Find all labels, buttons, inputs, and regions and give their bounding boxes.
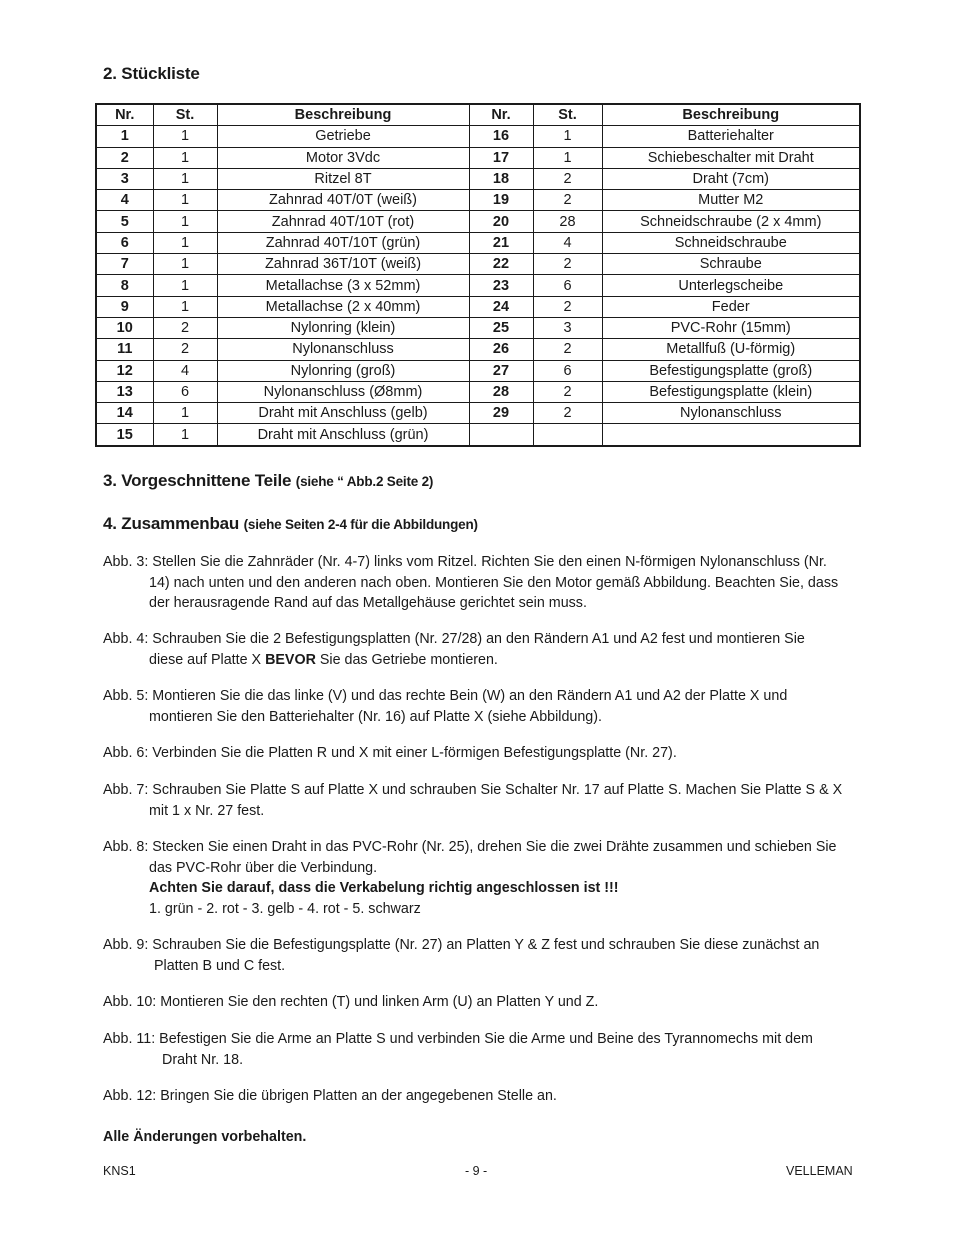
part-number: 2	[96, 147, 153, 168]
part-number: 13	[96, 381, 153, 402]
step-line: Abb. 8: Stecken Sie einen Draht in das PVC-Rohr (Nr. 25), drehen Sie die zwei Drähte zusammen und schieben Sie	[103, 839, 837, 855]
part-number: 16	[469, 126, 533, 147]
quantity: 1	[153, 403, 217, 424]
step-line: mit 1 x Nr. 27 fest.	[149, 802, 265, 819]
step-line: der herausragende Rand auf das Metallgehäuse gerichtet sein muss.	[149, 595, 587, 611]
quantity: 1	[153, 296, 217, 317]
step-line: Abb. 6: Verbinden Sie die Platten R und X mit einer L-förmigen Befestigungsplatte (Nr. 27).	[103, 745, 677, 761]
quantity: 1	[153, 168, 217, 189]
step-line: Draht Nr. 18.	[162, 1051, 244, 1068]
part-number: 25	[469, 317, 533, 338]
table-row	[96, 339, 860, 360]
description: Befestigungsplatte (klein)	[602, 381, 860, 402]
description: Schneidschraube (2 x 4mm)	[602, 211, 860, 232]
table-row	[96, 275, 860, 296]
description	[602, 424, 860, 446]
step-abb-7	[103, 780, 863, 821]
description: Getriebe	[217, 126, 469, 147]
quantity: 6	[153, 381, 217, 402]
table-row	[96, 317, 860, 338]
description: Ritzel 8T	[217, 168, 469, 189]
quantity: 1	[153, 211, 217, 232]
disclaimer-note: Alle Änderungen vorbehalten.	[103, 1129, 307, 1145]
description: Metallachse (2 x 40mm)	[217, 296, 469, 317]
section-4-reference: (siehe Seiten 2-4 für die Abbildungen)	[243, 517, 478, 532]
part-number: 10	[96, 317, 153, 338]
table-row	[96, 360, 860, 381]
section-2-title: 2. Stückliste	[103, 64, 200, 83]
section-3-heading: 3. Vorgeschnittene Teile	[103, 471, 292, 490]
quantity: 1	[153, 275, 217, 296]
description: Batteriehalter	[602, 126, 860, 147]
step-abb-5	[103, 686, 863, 727]
step-abb-10	[103, 992, 863, 1013]
footer-brand: VELLEMAN	[786, 1164, 853, 1178]
description: Motor 3Vdc	[217, 147, 469, 168]
table-row	[96, 232, 860, 253]
quantity: 4	[153, 360, 217, 381]
quantity: 1	[533, 126, 602, 147]
step-line: Abb. 4: Schrauben Sie die 2 Befestigungsplatten (Nr. 27/28) an den Rändern A1 und A2 fest und montieren Sie	[103, 631, 805, 647]
quantity: 2	[533, 403, 602, 424]
step-line: 14) nach unten und den anderen nach oben. Montieren Sie den Motor gemäß Abbildung. Beachten Sie, dass	[149, 574, 839, 591]
part-number: 9	[96, 296, 153, 317]
part-number: 28	[469, 381, 533, 402]
part-number: 19	[469, 190, 533, 211]
description: Schiebeschalter mit Draht	[602, 147, 860, 168]
table-row	[96, 296, 860, 317]
footer-page-number: - 9 -	[465, 1164, 488, 1178]
footer-model: KNS1	[103, 1164, 136, 1178]
step-line: montieren Sie den Batteriehalter (Nr. 16) auf Platte X (siehe Abbildung).	[149, 708, 602, 725]
description: Draht (7cm)	[602, 168, 860, 189]
part-number: 21	[469, 232, 533, 253]
description: Mutter M2	[602, 190, 860, 211]
part-number: 1	[96, 126, 153, 147]
part-number: 15	[96, 424, 153, 446]
table-row	[96, 168, 860, 189]
part-number: 20	[469, 211, 533, 232]
part-number: 27	[469, 360, 533, 381]
table-row	[96, 126, 860, 147]
description: Nylonanschluss	[217, 339, 469, 360]
quantity	[533, 424, 602, 446]
description: Feder	[602, 296, 860, 317]
part-number: 4	[96, 190, 153, 211]
wiring-order: 1. grün - 2. rot - 3. gelb - 4. rot - 5. schwarz	[149, 900, 421, 917]
description: Zahnrad 40T/0T (weiß)	[217, 190, 469, 211]
description: Zahnrad 36T/10T (weiß)	[217, 254, 469, 275]
step-abb-3	[103, 552, 863, 614]
step-line: Abb. 5: Montieren Sie die das linke (V) und das rechte Bein (W) an den Rändern A1 und A2 der Platte X und	[103, 688, 788, 704]
quantity: 6	[533, 360, 602, 381]
part-number: 26	[469, 339, 533, 360]
step-abb-11	[103, 1029, 863, 1070]
step-emphasis: BEVOR	[265, 651, 316, 668]
header-nr: Nr.	[469, 104, 533, 126]
part-number: 22	[469, 254, 533, 275]
quantity: 1	[153, 232, 217, 253]
quantity: 2	[153, 339, 217, 360]
description: Schraube	[602, 254, 860, 275]
description: Metallachse (3 x 52mm)	[217, 275, 469, 296]
header-nr: Nr.	[96, 104, 153, 126]
header-st: St.	[533, 104, 602, 126]
step-abb-9	[103, 935, 863, 976]
part-number: 17	[469, 147, 533, 168]
part-number: 5	[96, 211, 153, 232]
step-line	[103, 650, 863, 671]
part-number: 8	[96, 275, 153, 296]
step-abb-12	[103, 1086, 863, 1107]
table-row	[96, 424, 860, 446]
step-line: das PVC-Rohr über die Verbindung.	[149, 859, 378, 876]
step-abb-8	[103, 837, 863, 919]
header-st: St.	[153, 104, 217, 126]
part-number: 12	[96, 360, 153, 381]
quantity: 1	[153, 424, 217, 446]
description: Zahnrad 40T/10T (rot)	[217, 211, 469, 232]
part-number	[469, 424, 533, 446]
description: Metallfuß (U-förmig)	[602, 339, 860, 360]
step-line: Abb. 9: Schrauben Sie die Befestigungsplatte (Nr. 27) an Platten Y & Z fest und schrauben Sie diese zunächst an	[103, 937, 820, 953]
step-line: Abb. 3: Stellen Sie die Zahnräder (Nr. 4-7) links vom Ritzel. Richten Sie den einen N-förmigen Nylonanschluss (Nr.	[103, 554, 827, 570]
step-line: Platten B und C fest.	[154, 957, 286, 974]
table-row	[96, 147, 860, 168]
description: Draht mit Anschluss (grün)	[217, 424, 469, 446]
quantity: 1	[153, 254, 217, 275]
description: Schneidschraube	[602, 232, 860, 253]
description: Nylonanschluss (Ø8mm)	[217, 381, 469, 402]
description: Nylonring (groß)	[217, 360, 469, 381]
quantity: 28	[533, 211, 602, 232]
step-line: Abb. 11: Befestigen Sie die Arme an Platte S und verbinden Sie die Arme und Beine des Tyrannomechs mit dem	[103, 1031, 813, 1047]
part-number: 23	[469, 275, 533, 296]
quantity: 2	[533, 381, 602, 402]
part-number: 24	[469, 296, 533, 317]
description: Nylonring (klein)	[217, 317, 469, 338]
parts-list-table	[95, 103, 861, 447]
table-header-row	[96, 104, 860, 126]
quantity: 2	[533, 339, 602, 360]
step-text: diese auf Platte X	[149, 651, 262, 668]
quantity: 3	[533, 317, 602, 338]
step-line: Abb. 10: Montieren Sie den rechten (T) und linken Arm (U) an Platten Y und Z.	[103, 994, 599, 1010]
table-row	[96, 403, 860, 424]
table-row	[96, 254, 860, 275]
description: Befestigungsplatte (groß)	[602, 360, 860, 381]
quantity: 2	[533, 190, 602, 211]
quantity: 2	[533, 254, 602, 275]
table-row	[96, 211, 860, 232]
step-line: Abb. 7: Schrauben Sie Platte S auf Platte X und schrauben Sie Schalter Nr. 17 auf Platte S. Machen Sie Platte S & X	[103, 782, 843, 798]
quantity: 1	[153, 126, 217, 147]
wiring-warning: Achten Sie darauf, dass die Verkabelung richtig angeschlossen ist !!!	[149, 880, 619, 896]
table-row	[96, 381, 860, 402]
description: Nylonanschluss	[602, 403, 860, 424]
quantity: 4	[533, 232, 602, 253]
part-number: 11	[96, 339, 153, 360]
quantity: 2	[153, 317, 217, 338]
description: PVC-Rohr (15mm)	[602, 317, 860, 338]
table-row	[96, 190, 860, 211]
step-line: Abb. 12: Bringen Sie die übrigen Platten an der angegebenen Stelle an.	[103, 1088, 557, 1104]
part-number: 29	[469, 403, 533, 424]
header-beschreibung: Beschreibung	[217, 104, 469, 126]
header-beschreibung: Beschreibung	[602, 104, 860, 126]
quantity: 2	[533, 296, 602, 317]
step-abb-6	[103, 743, 863, 764]
description: Unterlegscheibe	[602, 275, 860, 296]
section-3-title	[103, 471, 433, 491]
quantity: 1	[153, 190, 217, 211]
quantity: 6	[533, 275, 602, 296]
section-4-heading: 4. Zusammenbau	[103, 514, 240, 533]
part-number: 14	[96, 403, 153, 424]
quantity: 1	[153, 147, 217, 168]
quantity: 1	[533, 147, 602, 168]
section-3-reference: (siehe “ Abb.2 Seite 2)	[295, 474, 434, 489]
part-number: 7	[96, 254, 153, 275]
part-number: 3	[96, 168, 153, 189]
section-4-title	[103, 514, 478, 534]
description: Draht mit Anschluss (gelb)	[217, 403, 469, 424]
quantity: 2	[533, 168, 602, 189]
part-number: 6	[96, 232, 153, 253]
part-number: 18	[469, 168, 533, 189]
step-text: Sie das Getriebe montieren.	[319, 651, 498, 668]
step-abb-4	[103, 629, 863, 670]
description: Zahnrad 40T/10T (grün)	[217, 232, 469, 253]
